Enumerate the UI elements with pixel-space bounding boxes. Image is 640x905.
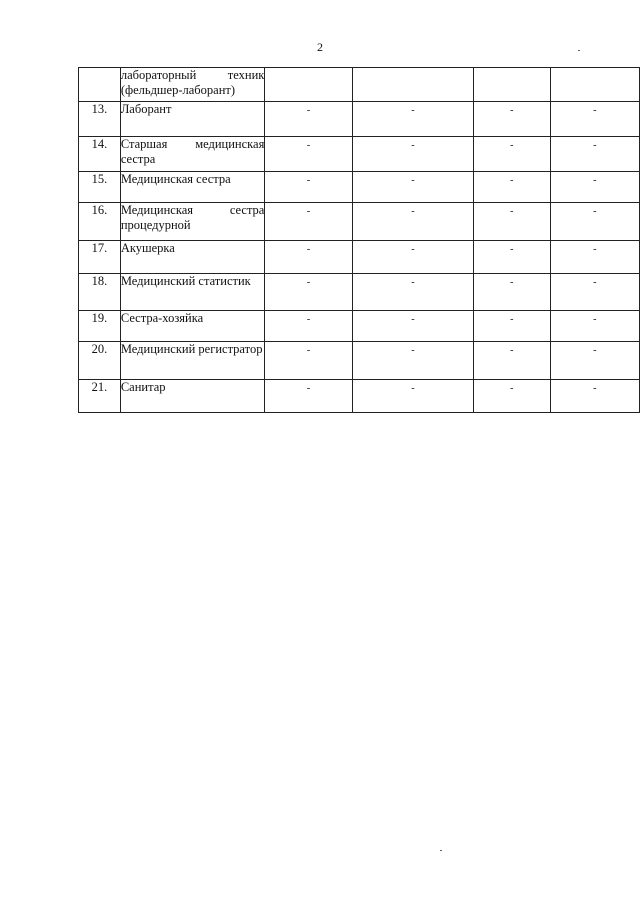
- value-cell: [474, 102, 551, 137]
- position-name: Медицинский статистик: [120, 274, 265, 311]
- value-cell: [474, 172, 551, 203]
- row-number: 18.: [79, 274, 121, 311]
- cell-value: -: [510, 206, 514, 217]
- value-cell: [265, 274, 352, 311]
- cell-value: -: [510, 345, 514, 356]
- value-cell: [474, 137, 551, 172]
- cell-value: -: [593, 277, 597, 288]
- cell-value: -: [411, 345, 415, 356]
- value-cell: [474, 380, 551, 413]
- cell-value: -: [306, 206, 311, 217]
- value-cell: [550, 68, 639, 102]
- cell-value: -: [411, 105, 415, 116]
- cell-value: -: [593, 244, 597, 255]
- value-cell: [474, 203, 551, 241]
- position-name: Сестра-хозяйка: [120, 311, 265, 342]
- value-cell: [265, 342, 352, 380]
- cell-value: -: [306, 175, 311, 186]
- value-cell: [265, 68, 352, 102]
- cell-value: -: [411, 140, 415, 151]
- value-cell: [352, 172, 473, 203]
- cell-value: -: [510, 105, 514, 116]
- table-row: [79, 137, 640, 172]
- value-cell: [265, 172, 352, 203]
- value-cell: [550, 102, 639, 137]
- value-cell: [352, 137, 473, 172]
- value-cell: [265, 137, 352, 172]
- cell-value: -: [306, 383, 311, 394]
- cell-value: -: [593, 140, 597, 151]
- cell-value: -: [306, 244, 311, 255]
- value-cell: [265, 380, 352, 413]
- value-cell: [550, 241, 639, 274]
- cell-value: -: [306, 277, 311, 288]
- scan-speck: [578, 50, 580, 51]
- cell-value: -: [510, 244, 514, 255]
- cell-value: -: [306, 345, 311, 356]
- table-row: [79, 102, 640, 137]
- position-name: Акушерка: [120, 241, 265, 274]
- row-number: 21.: [79, 380, 121, 413]
- position-name: лабораторный техник (фельдшер-лаборант): [120, 68, 265, 102]
- position-name: Лаборант: [120, 102, 265, 137]
- cell-value: -: [411, 244, 415, 255]
- table-row: [79, 172, 640, 203]
- cell-value: -: [510, 277, 514, 288]
- position-name: Медицинский регистратор: [120, 342, 265, 380]
- value-cell: [550, 342, 639, 380]
- table-row: [79, 342, 640, 380]
- row-number: 16.: [79, 203, 121, 241]
- row-number: [79, 68, 121, 102]
- cell-value: -: [411, 206, 415, 217]
- table-row: [79, 380, 640, 413]
- row-number: 17.: [79, 241, 121, 274]
- table-row: [79, 68, 640, 102]
- row-number: 15.: [79, 172, 121, 203]
- value-cell: [352, 274, 473, 311]
- cell-value: -: [593, 206, 597, 217]
- table-row: [79, 311, 640, 342]
- value-cell: [474, 274, 551, 311]
- row-number: 14.: [79, 137, 121, 172]
- value-cell: [550, 274, 639, 311]
- value-cell: [352, 241, 473, 274]
- table-row: [79, 241, 640, 274]
- cell-value: -: [593, 105, 597, 116]
- cell-value: -: [411, 175, 415, 186]
- row-number: 13.: [79, 102, 121, 137]
- value-cell: [352, 68, 473, 102]
- value-cell: [265, 311, 352, 342]
- value-cell: [550, 172, 639, 203]
- value-cell: [265, 102, 352, 137]
- staff-table: [78, 67, 640, 413]
- value-cell: [352, 311, 473, 342]
- value-cell: [474, 342, 551, 380]
- value-cell: [550, 311, 639, 342]
- cell-value: -: [411, 383, 415, 394]
- cell-value: -: [593, 314, 597, 325]
- table-row: [79, 274, 640, 311]
- value-cell: [474, 311, 551, 342]
- cell-value: -: [306, 140, 311, 151]
- value-cell: [550, 380, 639, 413]
- scan-speck: [440, 850, 442, 851]
- value-cell: [550, 203, 639, 241]
- cell-value: -: [306, 314, 311, 325]
- cell-value: -: [510, 314, 514, 325]
- position-name: Медицинская сестра: [120, 172, 265, 203]
- cell-value: -: [306, 105, 311, 116]
- cell-value: -: [593, 345, 597, 356]
- value-cell: [265, 241, 352, 274]
- cell-value: -: [510, 383, 514, 394]
- position-name: Старшая медицинская сестра: [120, 137, 265, 172]
- page-number: 2: [317, 40, 323, 54]
- cell-value: -: [411, 314, 415, 325]
- value-cell: [474, 68, 551, 102]
- value-cell: [265, 203, 352, 241]
- position-name: Санитар: [120, 380, 265, 413]
- row-number: 20.: [79, 342, 121, 380]
- position-name: Медицинская сестра процедурной: [120, 203, 265, 241]
- cell-value: -: [593, 383, 597, 394]
- value-cell: [352, 380, 473, 413]
- cell-value: -: [593, 175, 597, 186]
- cell-value: -: [510, 140, 514, 151]
- value-cell: [352, 102, 473, 137]
- cell-value: -: [411, 277, 415, 288]
- cell-value: -: [510, 175, 514, 186]
- value-cell: [550, 137, 639, 172]
- value-cell: [352, 342, 473, 380]
- table-row: [79, 203, 640, 241]
- value-cell: [352, 203, 473, 241]
- value-cell: [474, 241, 551, 274]
- row-number: 19.: [79, 311, 121, 342]
